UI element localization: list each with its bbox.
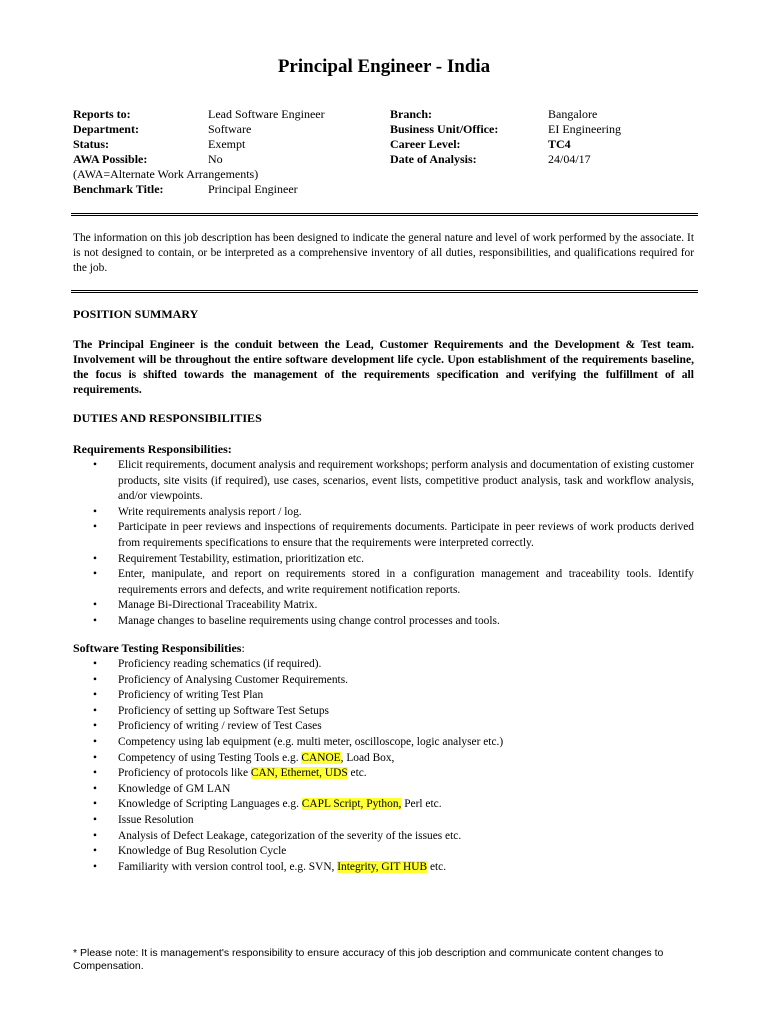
list-item-text: Participate in peer reviews and inspections of requirements documents. Participate in peer reviews of work products derived from requirements specifications to ensure that the requirements were interpreted correctly. xyxy=(118,521,694,549)
list-item-text: Proficiency of protocols like xyxy=(118,767,251,780)
date-label: Date of Analysis: xyxy=(390,152,477,166)
bullet-icon: • xyxy=(93,568,97,581)
testing-heading-colon: : xyxy=(241,641,245,655)
section-divider xyxy=(71,290,698,293)
status-value: Exempt xyxy=(208,137,246,151)
list-item xyxy=(73,520,694,551)
duties-heading: DUTIES AND RESPONSIBILITIES xyxy=(73,411,262,425)
list-item xyxy=(73,567,694,598)
list-item-text: Write requirements analysis report / log. xyxy=(118,505,302,518)
branch-label: Branch: xyxy=(390,107,432,121)
list-item xyxy=(73,844,694,860)
list-item xyxy=(73,782,694,798)
bullet-icon: • xyxy=(93,767,97,780)
bullet-icon: • xyxy=(93,735,97,748)
benchmark-label: Benchmark Title: xyxy=(73,182,164,196)
list-item xyxy=(73,688,694,704)
bullet-icon: • xyxy=(93,459,97,471)
list-item-text: Competency using lab equipment (e.g. multi meter, oscilloscope, logic analyser etc.) xyxy=(118,735,504,748)
page-title: Principal Engineer - India xyxy=(277,56,491,77)
highlighted-text: CAN, Ethernet, UDS xyxy=(250,767,348,780)
highlighted-text: CANOE xyxy=(301,751,341,764)
list-item-text: Proficiency of setting up Software Test Setups xyxy=(118,704,329,717)
list-item xyxy=(73,829,694,845)
list-item xyxy=(73,766,694,782)
list-item xyxy=(73,505,694,521)
list-item-text: Enter, manipulate, and report on requirements stored in a configuration management and traceability tools. Identify requirements errors and defects, and write requirement notification reports. xyxy=(118,568,694,596)
career-level-label: Career Level: xyxy=(390,137,461,151)
testing-heading xyxy=(73,641,245,656)
reports-to-label: Reports to: xyxy=(73,107,131,121)
status-label: Status: xyxy=(73,137,110,151)
benchmark-value: Principal Engineer xyxy=(208,182,298,196)
reports-to-value: Lead Software Engineer xyxy=(208,107,325,121)
section-divider xyxy=(71,213,698,216)
department-value: Software xyxy=(208,122,252,136)
requirements-list xyxy=(73,458,694,630)
list-item xyxy=(73,598,694,614)
list-item-text: Perl etc. xyxy=(401,798,442,811)
list-item xyxy=(73,704,694,720)
list-item-text: Manage changes to baseline requirements using change control processes and tools. xyxy=(118,614,500,627)
list-item-text: Competency of using Testing Tools e.g. xyxy=(118,751,302,764)
meta-row xyxy=(73,122,621,137)
position-summary-text: The Principal Engineer is the conduit between the Lead, Customer Requirements and the Development & Test team. Involvement will be throughout the entire software development life cycle. Upon establishment of the requirements baseline, the focus is shifted towards the management of the requirements specification and verifying the fulfillment of all requirements. xyxy=(73,338,694,396)
bullet-icon: • xyxy=(93,798,97,811)
bullet-icon: • xyxy=(93,673,97,686)
intro-paragraph: The information on this job description has been designed to indicate the general nature and level of work performed by the associate. It is not designed to contain, or be interpreted as a comprehensive inventory of all duties, responsibilities, and qualifications required for the job. xyxy=(73,232,694,274)
list-item xyxy=(73,673,694,689)
date-value: 24/04/17 xyxy=(548,152,591,166)
meta-row xyxy=(73,182,298,197)
bullet-icon: • xyxy=(93,521,97,534)
position-summary-heading: POSITION SUMMARY xyxy=(73,307,199,321)
business-unit-value: EI Engineering xyxy=(548,122,621,136)
business-unit-label: Business Unit/Office: xyxy=(390,122,499,136)
bullet-icon: • xyxy=(93,599,97,612)
bullet-icon: • xyxy=(93,552,97,565)
list-item-text: Knowledge of GM LAN xyxy=(118,782,231,795)
bullet-icon: • xyxy=(93,751,97,764)
testing-heading-text: Software Testing Responsibilities xyxy=(73,641,242,655)
awa-value: No xyxy=(208,152,223,166)
list-item xyxy=(73,657,694,673)
list-item-text: Knowledge of Scripting Languages e.g. xyxy=(118,798,302,811)
list-item-text: Proficiency of writing / review of Test Cases xyxy=(118,720,322,733)
list-item xyxy=(73,860,694,876)
meta-row xyxy=(73,167,258,182)
bullet-icon: • xyxy=(93,829,97,842)
highlighted-text: Integrity, GIT HUB xyxy=(337,860,428,873)
meta-row xyxy=(73,137,571,152)
list-item xyxy=(73,797,694,813)
list-item-text: Knowledge of Bug Resolution Cycle xyxy=(118,845,287,858)
meta-row xyxy=(73,152,591,167)
bullet-icon: • xyxy=(93,720,97,733)
bullet-icon: • xyxy=(93,658,97,670)
list-item-text: , Load Box, xyxy=(340,751,395,764)
testing-list xyxy=(73,657,694,875)
footer-note: * Please note: It is management's responsibility to ensure accuracy of this job description and communicate content changes to Compensation. xyxy=(73,947,664,972)
list-item-text: Proficiency reading schematics (if required). xyxy=(118,658,322,670)
awa-note: (AWA=Alternate Work Arrangements) xyxy=(73,167,259,181)
bullet-icon: • xyxy=(93,782,97,795)
list-item-text: Familiarity with version control tool, e.g. SVN, xyxy=(118,860,338,873)
list-item-text: Proficiency of Analysing Customer Requirements. xyxy=(118,673,348,686)
list-item xyxy=(73,552,694,568)
list-item-text: Requirement Testability, estimation, prioritization etc. xyxy=(118,552,364,565)
list-item-text: Manage Bi-Directional Traceability Matrix. xyxy=(118,599,318,612)
list-item-text: Proficiency of writing Test Plan xyxy=(118,689,264,702)
list-item xyxy=(73,751,694,767)
list-item-text: Elicit requirements, document analysis and requirement workshops; perform analysis and documentation of existing customer products, site visits (if required), use cases, scenarios, event lists, competitive product analysis, task and workflow analysis, and/or viewpoints. xyxy=(118,459,694,503)
list-item xyxy=(73,735,694,751)
list-item xyxy=(73,614,694,630)
bullet-icon: • xyxy=(93,505,97,518)
list-item xyxy=(73,719,694,735)
meta-row xyxy=(73,107,598,122)
department-label: Department: xyxy=(73,122,139,136)
requirements-heading: Requirements Responsibilities: xyxy=(73,442,232,456)
career-level-value: TC4 xyxy=(548,137,571,151)
list-item-text: Analysis of Defect Leakage, categorization of the severity of the issues etc. xyxy=(118,829,462,842)
list-item xyxy=(73,813,694,829)
bullet-icon: • xyxy=(93,704,97,717)
bullet-icon: • xyxy=(93,860,97,873)
bullet-icon: • xyxy=(93,813,97,826)
branch-value: Bangalore xyxy=(548,107,598,121)
awa-label: AWA Possible: xyxy=(73,152,148,166)
bullet-icon: • xyxy=(93,845,97,858)
list-item xyxy=(73,458,694,505)
bullet-icon: • xyxy=(93,614,97,627)
highlighted-text: CAPL Script, Python, xyxy=(301,798,402,811)
bullet-icon: • xyxy=(93,689,97,702)
list-item-text: Issue Resolution xyxy=(118,813,194,826)
list-item-text: etc. xyxy=(427,860,447,873)
job-meta-table xyxy=(73,107,621,197)
list-item-text: etc. xyxy=(347,767,367,780)
